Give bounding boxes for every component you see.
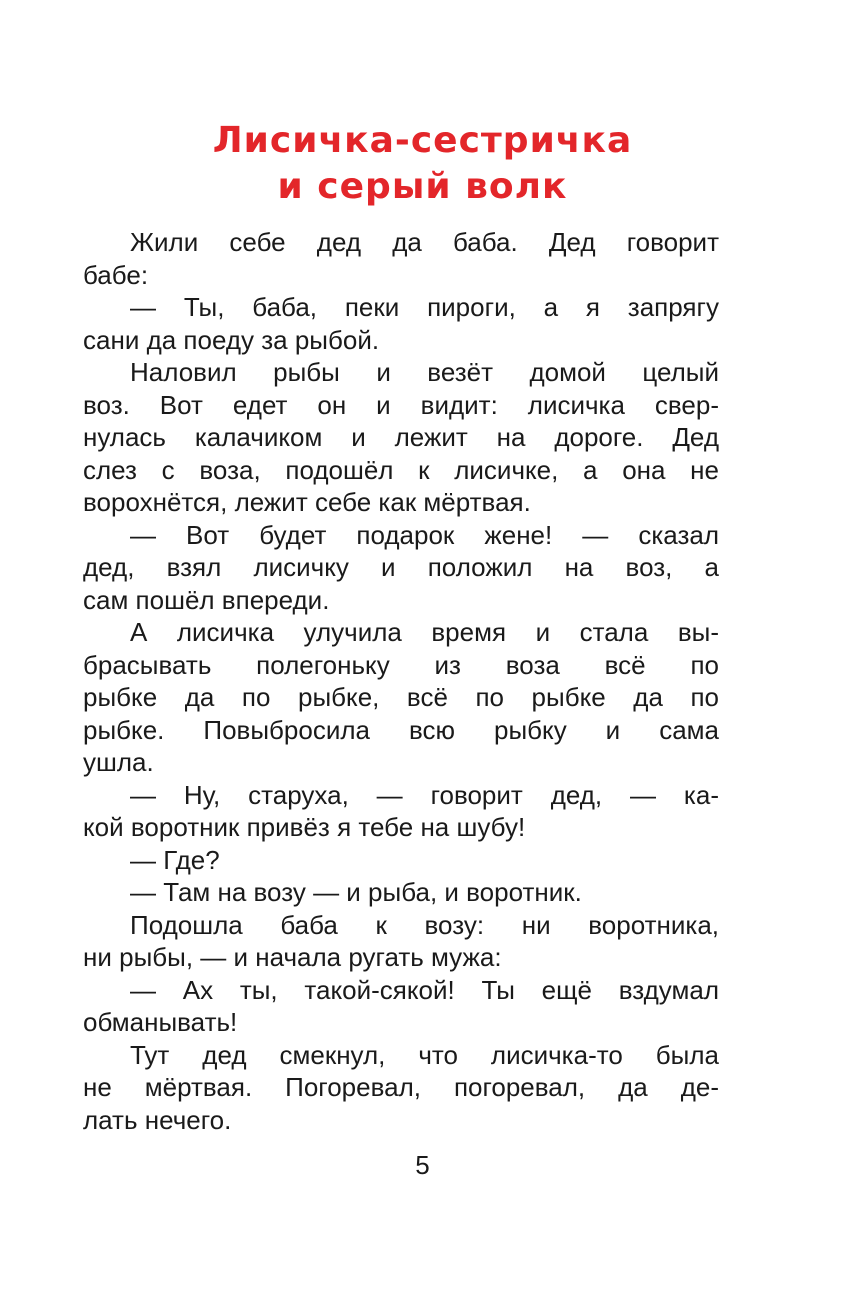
text-line: ворохнётся, лежит себе как мёртвая. <box>83 487 531 517</box>
text-line: кой воротник привёз я тебе на шубу! <box>83 812 526 842</box>
text-line: Наловил рыбы и везёт домой целый <box>130 357 719 387</box>
text-line: нулась калачиком и лежит на дороге. Дед <box>83 422 719 452</box>
text-line: обманывать! <box>83 1007 238 1037</box>
text-line: — Ты, баба, пеки пироги, а я запрягу <box>130 292 719 322</box>
story-text <box>83 226 719 1136</box>
text-line: бабе: <box>83 259 149 290</box>
text-line: рыбке да по рыбке, всё по рыбке да по <box>83 682 719 712</box>
page-number: 5 <box>415 1150 430 1180</box>
text-line: Подошла баба к возу: ни воротника, <box>130 909 719 940</box>
text-line: Жили себе дед да баба. Дед говорит <box>130 227 719 257</box>
text-line: ни рыбы, — и начала ругать мужа: <box>83 942 502 972</box>
story-title-line-2: и серый волк <box>277 166 568 207</box>
text-line: рыбке. Повыбросила всю рыбку и сама <box>83 714 719 745</box>
text-line: А лисичка улучила время и стала вы- <box>130 617 719 647</box>
text-line: брасывать полегоньку из воза всё по <box>83 649 719 680</box>
text-line: слез с воза, подошёл к лисичке, а она не <box>83 454 719 485</box>
text-line: не мёртвая. Погоревал, погоревал, да де- <box>83 1072 719 1102</box>
text-line: ушла. <box>83 747 154 777</box>
text-line: сам пошёл впереди. <box>83 584 330 615</box>
text-line: — Там на возу — и рыба, и воротник. <box>130 877 582 907</box>
text-line: — Ну, старуха, — говорит дед, — ка- <box>130 779 719 810</box>
text-line: — Где? <box>130 844 220 875</box>
text-line: Тут дед смекнул, что лисичка-то была <box>130 1039 719 1070</box>
text-line: сани да поеду за рыбой. <box>83 324 380 355</box>
text-line: дед, взял лисичку и положил на воз, а <box>83 552 719 582</box>
text-line: — Вот будет подарок жене! — сказал <box>130 519 719 550</box>
story-title-line-1: Лисичка-сестричка <box>212 120 633 161</box>
text-line: лать нечего. <box>83 1104 232 1135</box>
story-title <box>0 118 845 210</box>
text-line: — Ах ты, такой-сякой! Ты ещё вздумал <box>130 974 719 1005</box>
text-line: воз. Вот едет он и видит: лисичка свер- <box>83 389 719 420</box>
